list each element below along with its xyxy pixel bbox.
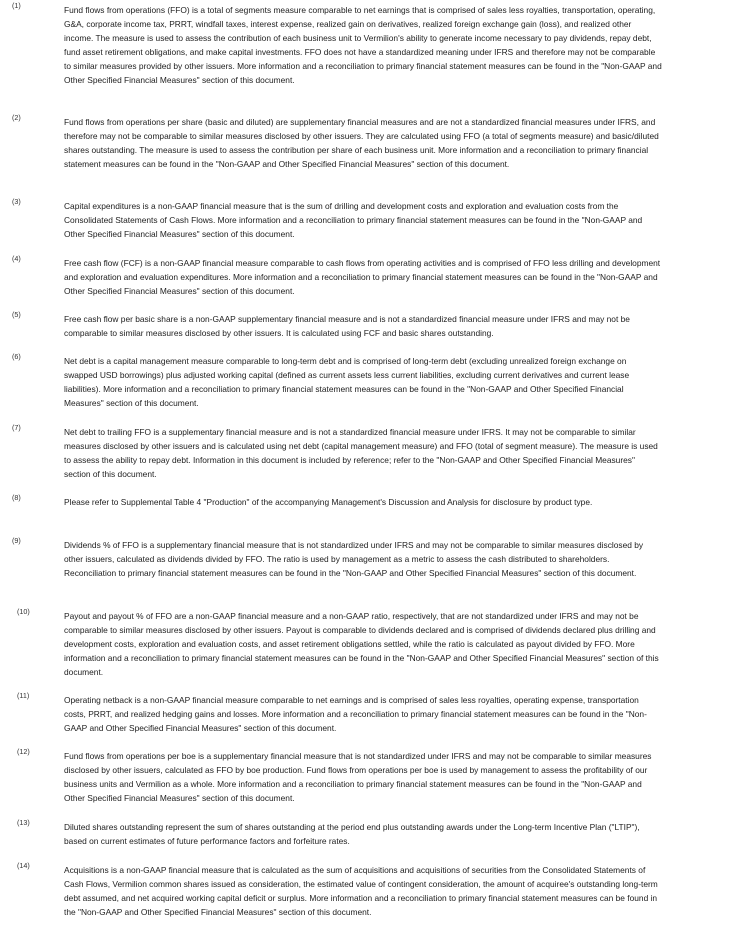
- footnote-number: (3): [12, 197, 21, 206]
- footnote-number: (2): [12, 113, 21, 122]
- footnote-number: (4): [12, 254, 21, 263]
- footnote-number: (8): [12, 493, 21, 502]
- footnote-text: Dividends % of FFO is a supplementary financial measure that is not standardized under IFRS and may not be comparable to similar measures disclosed by other issuers, calculated as dividends divided by FFO. The ratio is used by management as a metric to assess the cash distributed to shareholders. Reconciliation to primary financial statement measures can be found in the "Non-GAAP and Other Specified Financial Measures" section of this document.: [64, 540, 644, 579]
- footnote-number: (1): [12, 1, 21, 10]
- footnote-number: (7): [12, 423, 21, 432]
- footnote-number: (13): [17, 818, 30, 827]
- footnote-text: Diluted shares outstanding represent the sum of shares outstanding at the period end plus outstanding awards under the Long-term Incentive Plan ("LTIP"), based on current estimates of future performance factors and forfeiture rates.: [64, 822, 640, 847]
- footnote-text: Fund flows from operations per boe is a supplementary financial measure that is not standardized under IFRS and may not be comparable to similar measures disclosed by other issuers, calculated as FFO by boe production. Fund flows from operations per boe is used by management to assess the profitability of our business units and Vermilion as a whole. More information and a reconciliation to primary financial statement measures can be found in the "Non-GAAP and Other Specified Financial Measures" section of this document.: [64, 751, 652, 804]
- footnote-number: (6): [12, 352, 21, 361]
- footnote-text: Free cash flow (FCF) is a non-GAAP financial measure comparable to cash flows from operating activities and is comprised of FFO less drilling and development and exploration and evaluation expenditures. More information and a reconciliation to primary financial statement measures can be found in the "Non-GAAP and Other Specified Financial Measures" section of this document.: [64, 258, 661, 297]
- footnote-text: Payout and payout % of FFO are a non-GAAP financial measure and a non-GAAP ratio, respectively, that are not standardized under IFRS and may not be comparable to similar measures disclosed by other issuers. Payout is comparable to dividends declared and is comprised of dividends declared plus drilling and development costs, exploration and evaluation costs, and asset retirement obligations settled, while the ratio is calculated as payout divided by FFO. More information and a reconciliation to primary financial statement measures can be found in the "Non-GAAP and Other Specified Financial Measures" section of this document.: [64, 611, 659, 678]
- footnote-number: (14): [17, 861, 30, 870]
- footnote-text: Acquisitions is a non-GAAP financial measure that is calculated as the sum of acquisitions and acquisitions of securities from the Consolidated Statements of Cash Flows, Vermilion common shares issued as consideration, the estimated value of contingent consideration, the amount of acquiree's outstanding long-term debt assumed, and net acquired working capital deficit or surplus. More information and a reconciliation to primary financial statement measures can be found in the "Non-GAAP and Other Specified Financial Measures" section of this document.: [64, 865, 658, 918]
- footnote-number: (10): [17, 607, 30, 616]
- footnote-text: Fund flows from operations (FFO) is a total of segments measure comparable to net earnings that is comprised of sales less royalties, transportation, operating, G&A, corporate income tax, PRRT, windfall taxes, interest expense, realized gain on derivatives, realized foreign exchange gain (loss), and realized other income. The measure is used to assess the contribution of each business unit to Vermilion's ability to generate income necessary to pay dividends, repay debt, fund asset retirement obligations, and make capital investments. FFO does not have a standardized meaning under IFRS and therefore may not be comparable to similar measures provided by other issuers. More information and a reconciliation to primary financial statement measures can be found in the "Non-GAAP and Other Specified Financial Measures" section of this document.: [64, 5, 662, 86]
- footnote-text: Capital expenditures is a non-GAAP financial measure that is the sum of drilling and development costs and exploration and evaluation costs from the Consolidated Statements of Cash Flows. More information and a reconciliation to primary financial statement measures can be found in the "Non-GAAP and Other Specified Financial Measures" section of this document.: [64, 201, 643, 240]
- footnote-number: (12): [17, 747, 30, 756]
- footnote-text: Please refer to Supplemental Table 4 "Production" of the accompanying Management's Discussion and Analysis for disclosure by product type.: [64, 497, 593, 507]
- footnote-number: (5): [12, 310, 21, 319]
- footnote-number: (9): [12, 536, 21, 545]
- footnote-text: Operating netback is a non-GAAP financial measure comparable to net earnings and is comprised of sales less royalties, operating expense, transportation costs, PRRT, and realized hedging gains and losses. More information and a reconciliation to primary financial statement measures can be found in the "Non-GAAP and Other Specified Financial Measures" section of this document.: [64, 695, 647, 734]
- footnote-text: Free cash flow per basic share is a non-GAAP supplementary financial measure and is not a standardized financial measure under IFRS and may not be comparable to similar measures disclosed by other issuers. It is calculated using FCF and basic shares outstanding.: [64, 314, 630, 339]
- footnote-number: (11): [17, 691, 30, 700]
- footnote-text: Net debt to trailing FFO is a supplementary financial measure and is not a standardized financial measure under IFRS. It may not be comparable to similar measures disclosed by other issuers and is calculated using net debt (capital management measure) and FFO (total of segment measure). The measure is used to assess the ability to repay debt. Information in this document is included by reference; refer to the "Non-GAAP and Other Specified Financial Measures" section of this document.: [64, 427, 658, 480]
- footnote-text: Net debt is a capital management measure comparable to long-term debt and is comprised of long-term debt (excluding unrealized foreign exchange on swapped USD borrowings) plus adjusted working capital (defined as current assets less current liabilities, excluding current derivatives and current lease liabilities). More information and a reconciliation to primary financial statement measures can be found in the "Non-GAAP and Other Specified Financial Measures" section of this document.: [64, 356, 630, 409]
- footnote-text: Fund flows from operations per share (basic and diluted) are supplementary financial measures and are not a standardized financial measures under IFRS, and therefore may not be comparable to similar measures disclosed by other issuers. They are calculated using FFO (a total of segments measure) and basic/diluted shares outstanding. The measure is used to assess the contribution per share of each business unit. More information and a reconciliation to primary financial statement measures can be found in the "Non-GAAP and Other Specified Financial Measures" section of this document.: [64, 117, 659, 170]
